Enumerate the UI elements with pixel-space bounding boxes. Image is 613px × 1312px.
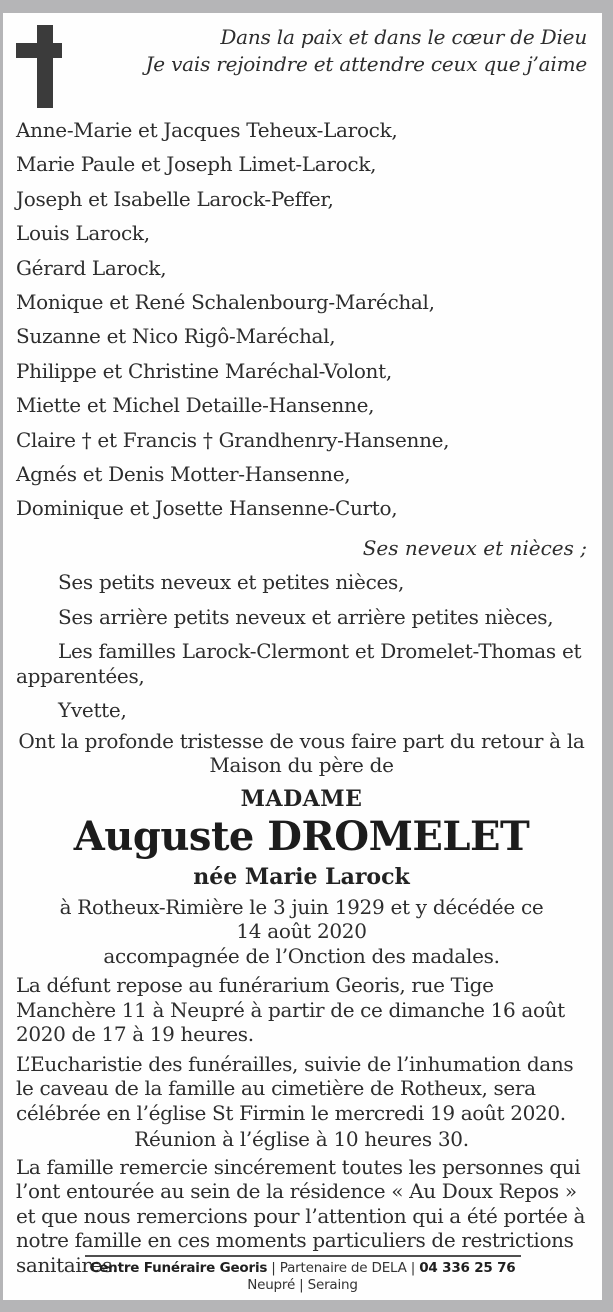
funeral-home-phone: 04 336 25 76 <box>419 1260 516 1276</box>
obituary-card <box>3 13 602 1300</box>
thanks-paragraph: La famille remercie sincérement toutes les personnes qui l’ont entourée au sein de la résidence « Au Doux Repos » et que nous remercions pour l’attention qui a été portée à notre famille en ces moments particuliers de restrictions sanitaires. <box>16 1154 586 1277</box>
birth-death-block <box>16 895 587 969</box>
birth-death-line-1: à Rotheux-Rimière le 3 juin 1929 et y décédée ce <box>59 894 544 919</box>
maiden-name: née Marie Larock <box>193 863 410 890</box>
footer-divider-rule <box>85 1255 521 1257</box>
family-name: Miette et Michel Detaille-Hansenne, <box>16 393 375 418</box>
epigraph <box>16 13 587 78</box>
nieces-note: Ses neveux et nièces ; <box>362 535 587 560</box>
family-name: Louis Larock, <box>16 221 150 246</box>
family-name: Suzanne et Nico Rigô-Maréchal, <box>16 324 336 349</box>
birth-death-line-2: 14 août 2020 <box>236 919 367 944</box>
family-name: Gérard Larock, <box>16 255 167 280</box>
relation-line: Les familles Larock-Clermont et Dromelet-Thomas et apparentées, <box>16 639 582 688</box>
family-name: Anne-Marie et Jacques Teheux-Larock, <box>16 118 398 142</box>
family-name: Agnés et Denis Motter-Hansenne, <box>16 462 351 487</box>
funeral-home-line <box>3 1260 602 1277</box>
latin-cross-icon <box>16 25 62 108</box>
meeting-line: Réunion à l’église à 10 heures 30. <box>134 1127 469 1152</box>
family-name: Philippe et Christine Maréchal-Volont, <box>16 358 392 383</box>
ceremony-paragraph: L’Eucharistie des funérailles, suivie de l’inhumation dans le caveau de la famille au cimetière de Rotheux, sera célébrée en l’église St Firmin le mercredi 19 août 2020. <box>16 1051 574 1125</box>
announcement-intro-line-1: Ont la profonde tristesse de vous faire part du retour à la <box>18 728 585 753</box>
relation-line: Yvette, <box>58 698 127 723</box>
relation-line: Ses arrière petits neveux et arrière petites nièces, <box>58 604 554 629</box>
funeral-home-locations: Neupré | Seraing <box>247 1277 358 1293</box>
birth-death-line-3: accompagnée de l’Onction des madales. <box>103 943 500 968</box>
announcement-intro-line-2: Maison du père de <box>209 753 394 778</box>
deceased-name: Auguste DROMELET <box>73 812 530 860</box>
family-name: Joseph et Isabelle Larock-Peffer, <box>16 186 334 211</box>
family-name: Marie Paule et Joseph Limet-Larock, <box>16 152 377 177</box>
relation-line: Ses petits neveux et petites nièces, <box>58 570 405 595</box>
family-name: Claire † et Francis † Grandhenry-Hansenne, <box>16 427 450 452</box>
epigraph-line-2: Je vais rejoindre et attendre ceux que j’aime <box>145 52 587 76</box>
relations-list <box>16 570 587 723</box>
funeral-home-name: Centre Funéraire Georis <box>89 1260 268 1276</box>
deceased-title: MADAME <box>240 785 363 812</box>
funeral-home-partner: | Partenaire de DELA | <box>267 1260 420 1276</box>
repose-paragraph: La défunt repose au funérarium Georis, rue Tige Manchère 11 à Neupré à partir de ce dimanche 16 août 2020 de 17 à 19 heures. <box>16 973 565 1047</box>
funeral-home-footer <box>3 1255 602 1293</box>
announcement-intro <box>16 729 587 778</box>
family-name: Monique et René Schalenbourg-Maréchal, <box>16 290 435 315</box>
family-names-list <box>16 113 587 526</box>
epigraph-line-1: Dans la paix et dans le cœur de Dieu <box>220 25 587 49</box>
family-name: Dominique et Josette Hansenne-Curto, <box>16 496 398 521</box>
